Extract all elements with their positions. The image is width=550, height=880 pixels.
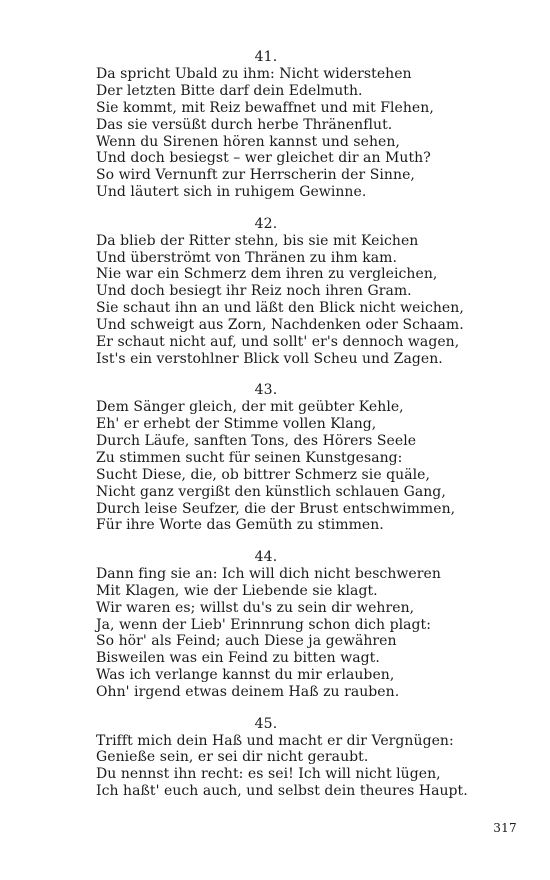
verse-line: Er schaut nicht auf, und sollt' er's dennoch wagen,	[96, 333, 460, 350]
verse-line: Eh' er erhebt der Stimme vollen Klang,	[96, 416, 377, 433]
verse-line: Der letzten Bitte darf dein Edelmuth.	[96, 82, 363, 99]
verse-line: Und schweigt aus Zorn, Nachdenken oder Schaam.	[96, 317, 464, 334]
verse-line: Ist's ein verstohlner Blick voll Scheu und Zagen.	[96, 350, 443, 367]
stanza-number: 41.	[254, 49, 278, 65]
verse-line: Wir waren es; willst du's zu sein dir wehren,	[96, 599, 415, 616]
verse-line: Bisweilen was ein Feind zu bitten wagt.	[96, 650, 380, 667]
verse-line: Wenn du Sirenen hören kannst und sehen,	[96, 133, 400, 150]
verse-line: Nie war ein Schmerz dem ihren zu vergleichen,	[96, 266, 438, 283]
verse-line: Was ich verlange kannst du mir erlauben,	[96, 667, 395, 684]
verse-line: Sie schaut ihn an und läßt den Blick nicht weichen,	[96, 300, 464, 317]
verse-line: Sucht Diese, die, ob bittrer Schmerz sie quäle,	[96, 466, 430, 483]
verse-line: Dem Sänger gleich, der mit geübter Kehle,	[96, 399, 404, 416]
stanza-number: 45.	[254, 715, 278, 732]
verse-line: Und überströmt von Thränen zu ihm kam.	[96, 249, 397, 266]
verse-line: Dann fing sie an: Ich will dich nicht beschweren	[96, 565, 441, 582]
verse-line: So wird Vernunft zur Herrscherin der Sinne,	[96, 167, 415, 184]
verse-line: Du nennst ihn recht: es sei! Ich will nicht lügen,	[96, 766, 441, 783]
verse-line: Sie kommt, mit Reiz bewaffnet und mit Flehen,	[96, 99, 434, 116]
verse-line: Da spricht Ubald zu ihm: Nicht widerstehen	[96, 66, 412, 82]
verse-line: So hör' als Feind; auch Diese ja gewähren	[96, 633, 397, 650]
stanza-number: 42.	[254, 215, 278, 232]
verse-line: Mit Klagen, wie der Liebende sie klagt.	[96, 582, 378, 599]
stanza-number: 43.	[254, 382, 278, 399]
verse-line: Für ihre Worte das Gemüth zu stimmen.	[96, 517, 384, 534]
verse-line: Ja, wenn der Lieb' Erinnrung schon dich plagt:	[96, 616, 431, 633]
stanza-42	[96, 215, 464, 368]
stanza-41	[96, 48, 436, 201]
verse-line: Ohn' irgend etwas deinem Haß zu rauben.	[96, 684, 400, 701]
verse-line: Das sie versüßt durch herbe Thränenflut.	[96, 116, 393, 133]
verse-line: Und doch besiegt ihr Reiz noch ihren Gram.	[96, 283, 412, 300]
verse-line: Ich haßt' euch auch, und selbst dein theures Haupt.	[96, 783, 468, 800]
verse-line: Und doch besiegst – wer gleichet dir an Muth?	[96, 150, 431, 167]
poem-text	[96, 48, 468, 814]
page-number: 317	[493, 821, 517, 835]
verse-line: Da blieb der Ritter stehn, bis sie mit Keichen	[96, 232, 419, 249]
verse-line: Genieße sein, er sei dir nicht geraubt.	[96, 749, 369, 766]
stanza-45	[96, 715, 468, 801]
verse-line: Nicht ganz vergißt den künstlich schlauen Gang,	[96, 483, 446, 500]
stanza-44	[96, 548, 441, 701]
stanza-43	[96, 381, 456, 534]
verse-line: Und läutert sich in ruhigem Gewinne.	[96, 184, 367, 201]
verse-line: Durch leise Seufzer, die der Brust entschwimmen,	[96, 500, 456, 517]
stanza-number: 44.	[254, 548, 278, 565]
verse-line: Durch Läufe, sanften Tons, des Hörers Seele	[96, 433, 417, 450]
verse-line: Zu stimmen sucht für seinen Kunstgesang:	[96, 449, 403, 466]
verse-line: Trifft mich dein Haß und macht er dir Vergnügen:	[96, 732, 454, 749]
